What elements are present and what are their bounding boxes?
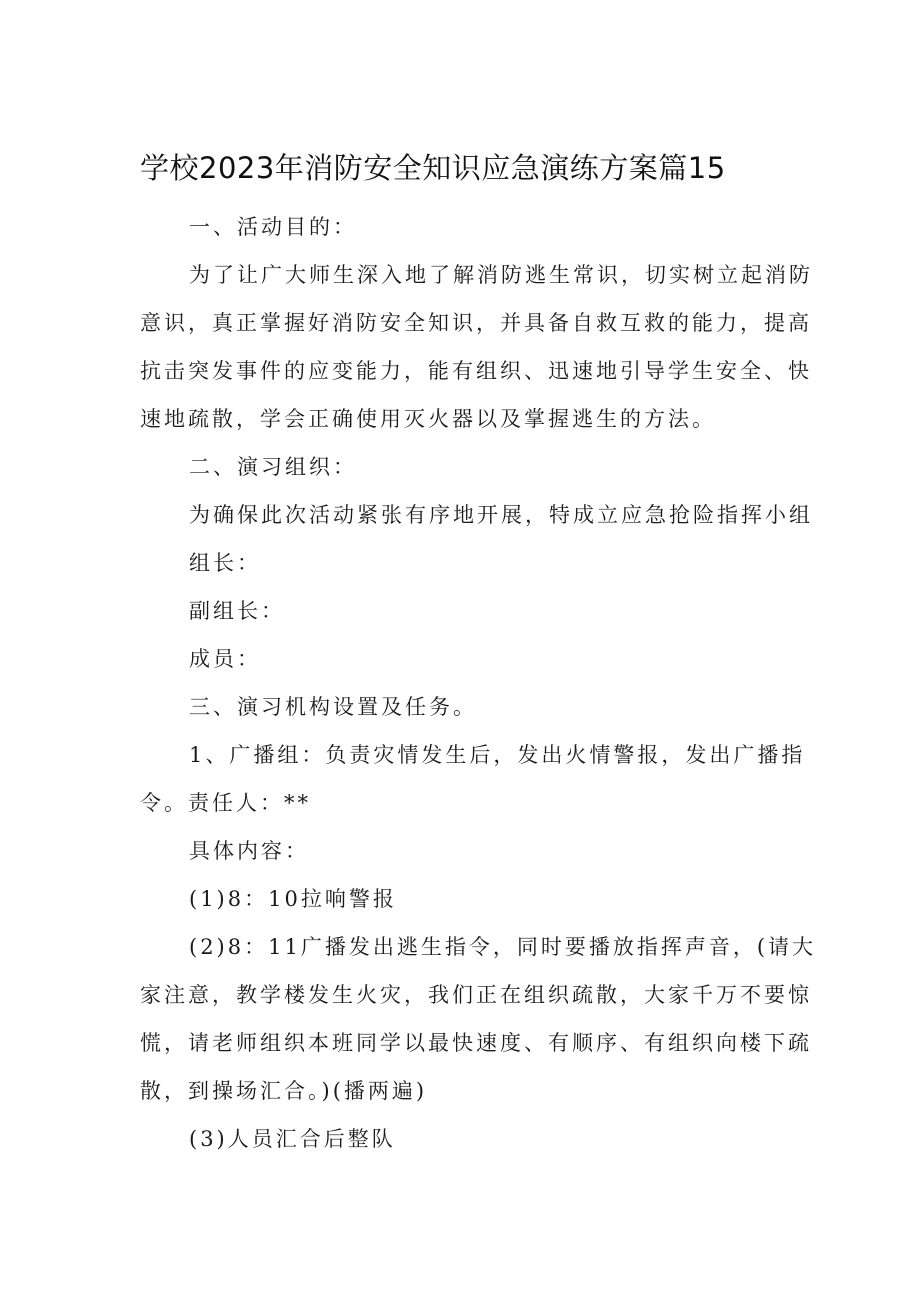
- paragraph-p13: [140, 1115, 782, 1163]
- paragraph-line: 令。责任人：**: [140, 791, 311, 815]
- paragraph-line: 副组长：: [189, 599, 285, 623]
- paragraph-line: 家注意，教学楼发生火灾，我们正在组织疏散，大家千万不要惊: [140, 983, 812, 1007]
- paragraph-p10: [140, 827, 782, 875]
- paragraph-p4: [140, 491, 813, 539]
- paragraph-line: 意识，真正掌握好消防安全知识，并具备自救互救的能力，提高: [140, 311, 812, 335]
- paragraph-line: 三、演习机构设置及任务。: [189, 695, 477, 719]
- paragraph-p5: [140, 539, 782, 587]
- paragraph-line: 成员：: [189, 647, 261, 671]
- document-body: [140, 203, 817, 1163]
- paragraph-line: 一、活动目的：: [189, 215, 357, 239]
- paragraph-line: 为确保此次活动紧张有序地开展，特成立应急抢险指挥小组: [189, 503, 813, 527]
- paragraph-line: (1)8：10拉响警报: [189, 887, 397, 911]
- paragraph-p9: [140, 731, 806, 827]
- paragraph-p7: [140, 635, 782, 683]
- paragraph-line: 抗击突发事件的应变能力，能有组织、迅速地引导学生安全、快: [140, 359, 812, 383]
- paragraph-line: 慌，请老师组织本班同学以最快速度、有顺序、有组织向楼下疏: [140, 1031, 812, 1055]
- paragraph-p1: [140, 203, 782, 251]
- paragraph-line: 为了让广大师生深入地了解消防逃生常识，切实树立起消防: [189, 263, 813, 287]
- paragraph-line: (3)人员汇合后整队: [189, 1127, 396, 1151]
- paragraph-p6: [140, 587, 782, 635]
- paragraph-p2: [140, 251, 813, 443]
- paragraph-line: (2)8：11广播发出逃生指令，同时要播放指挥声音，(请大: [189, 935, 817, 959]
- paragraph-p12: [140, 923, 817, 1115]
- paragraph-line: 1、广播组：负责灾情发生后，发出火情警报，发出广播指: [189, 743, 806, 767]
- paragraph-p3: [140, 443, 782, 491]
- paragraph-p8: [140, 683, 782, 731]
- paragraph-line: 组长：: [189, 551, 261, 575]
- paragraph-line: 散，到操场汇合。)(播两遍): [140, 1079, 428, 1103]
- paragraph-line: 速地疏散，学会正确使用灭火器以及掌握逃生的方法。: [140, 407, 716, 431]
- paragraph-p11: [140, 875, 782, 923]
- document-title: 学校2023年消防安全知识应急演练方案篇15: [140, 151, 726, 185]
- paragraph-line: 具体内容：: [189, 839, 309, 863]
- paragraph-line: 二、演习组织：: [189, 455, 357, 479]
